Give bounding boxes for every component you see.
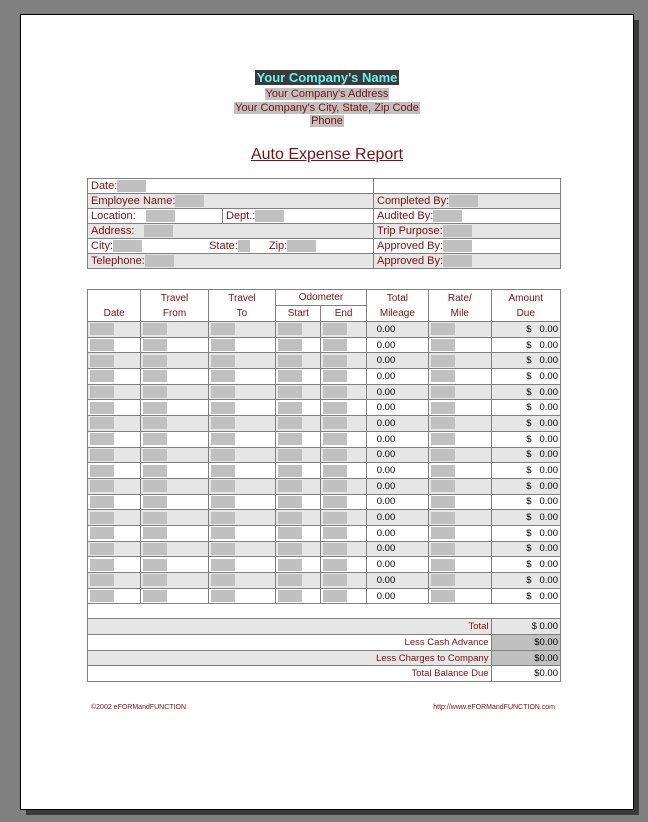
odometer-start-cell[interactable]	[276, 369, 321, 385]
approved-by-field-2[interactable]: Approved By:	[374, 254, 561, 269]
dollar-sign: $	[526, 512, 532, 524]
employee-info-table	[87, 178, 561, 269]
date-cell[interactable]	[88, 431, 141, 447]
mileage-cell: 0.00	[366, 510, 428, 526]
odometer-start-cell[interactable]	[276, 557, 321, 573]
rate-cell[interactable]	[429, 557, 491, 573]
mileage-cell: 0.00	[366, 573, 428, 589]
odometer-end-cell[interactable]	[321, 416, 366, 432]
travel-from-cell[interactable]	[141, 353, 208, 369]
expense-row	[88, 431, 561, 447]
date-cell[interactable]	[88, 447, 141, 463]
col-odometer: Odometer	[276, 290, 367, 306]
rate-cell[interactable]	[429, 494, 491, 510]
odometer-end-cell[interactable]	[321, 494, 366, 510]
odometer-start-cell[interactable]	[276, 588, 321, 604]
company-city-state-zip[interactable]: Your Company's City, State, Zip Code	[235, 102, 419, 114]
location-field[interactable]: Location:	[88, 209, 223, 224]
cash-advance-label: Less Cash Advance	[88, 635, 492, 651]
date-cell[interactable]	[88, 463, 141, 479]
balance-value: $0.00	[491, 666, 560, 682]
travel-from-cell[interactable]	[141, 369, 208, 385]
travel-from-cell[interactable]	[141, 431, 208, 447]
odometer-start-cell[interactable]	[276, 353, 321, 369]
odometer-end-cell[interactable]	[321, 322, 366, 338]
footer-copyright: ©2002 eFORMandFUNCTION	[91, 704, 187, 711]
amount-value: 0.00	[539, 386, 558, 398]
travel-to-cell[interactable]	[208, 384, 275, 400]
odometer-start-cell[interactable]	[276, 400, 321, 416]
odometer-end-cell[interactable]	[321, 353, 366, 369]
rate-cell[interactable]	[429, 322, 491, 338]
odometer-start-cell[interactable]	[276, 384, 321, 400]
date-cell[interactable]	[88, 353, 141, 369]
rate-cell[interactable]	[429, 463, 491, 479]
rate-cell[interactable]	[429, 525, 491, 541]
col-date: Date	[88, 290, 141, 322]
date-cell[interactable]	[88, 494, 141, 510]
amount-value: 0.00	[539, 559, 558, 571]
odometer-end-cell[interactable]	[321, 541, 366, 557]
travel-to-cell[interactable]	[208, 478, 275, 494]
expense-row	[88, 384, 561, 400]
charges-input[interactable]: $0.00	[491, 650, 560, 666]
amount-cell	[491, 400, 560, 416]
travel-from-cell[interactable]	[141, 588, 208, 604]
odometer-end-cell[interactable]	[321, 400, 366, 416]
expense-row	[88, 510, 561, 526]
travel-to-cell[interactable]	[208, 447, 275, 463]
dollar-sign: $	[526, 543, 532, 555]
dollar-sign: $	[526, 527, 532, 539]
amount-cell	[491, 573, 560, 589]
dollar-sign: $	[526, 355, 532, 367]
odometer-start-cell[interactable]	[276, 541, 321, 557]
amount-cell	[491, 541, 560, 557]
dollar-sign: $	[526, 574, 532, 586]
col-amount-due: Amount Due	[491, 290, 560, 322]
amount-value: 0.00	[539, 527, 558, 539]
expense-row	[88, 447, 561, 463]
mileage-cell: 0.00	[366, 369, 428, 385]
amount-cell	[491, 478, 560, 494]
expense-row	[88, 557, 561, 573]
odometer-start-cell[interactable]	[276, 447, 321, 463]
travel-to-cell[interactable]	[208, 369, 275, 385]
amount-value: 0.00	[539, 543, 558, 555]
rate-cell[interactable]	[429, 384, 491, 400]
completed-by-field[interactable]: Completed By:	[374, 194, 561, 209]
telephone-field[interactable]: Telephone:	[88, 254, 374, 269]
travel-to-cell[interactable]	[208, 510, 275, 526]
col-travel-to: Travel To	[208, 290, 275, 322]
odometer-start-cell[interactable]	[276, 573, 321, 589]
travel-from-cell[interactable]	[141, 400, 208, 416]
dollar-sign: $	[526, 433, 532, 445]
travel-from-cell[interactable]	[141, 478, 208, 494]
company-address[interactable]: Your Company's Address	[265, 88, 389, 100]
col-travel-from: Travel From	[141, 290, 208, 322]
dollar-sign: $	[526, 386, 532, 398]
amount-cell	[491, 384, 560, 400]
odometer-start-cell[interactable]	[276, 337, 321, 353]
travel-from-cell[interactable]	[141, 541, 208, 557]
travel-to-cell[interactable]	[208, 337, 275, 353]
amount-value: 0.00	[539, 433, 558, 445]
expense-row	[88, 525, 561, 541]
rate-cell[interactable]	[429, 431, 491, 447]
rate-cell[interactable]	[429, 369, 491, 385]
date-cell[interactable]	[88, 573, 141, 589]
cash-advance-input[interactable]: $0.00	[491, 635, 560, 651]
expense-row	[88, 400, 561, 416]
dollar-sign: $	[526, 417, 532, 429]
dollar-sign: $	[526, 370, 532, 382]
mileage-cell: 0.00	[366, 463, 428, 479]
amount-cell	[491, 416, 560, 432]
expense-row	[88, 573, 561, 589]
odometer-end-cell[interactable]	[321, 337, 366, 353]
expense-row	[88, 588, 561, 604]
amount-value: 0.00	[539, 480, 558, 492]
odometer-end-cell[interactable]	[321, 525, 366, 541]
expense-table	[87, 289, 561, 682]
date-field[interactable]: Date:	[88, 179, 374, 194]
expense-row	[88, 494, 561, 510]
travel-from-cell[interactable]	[141, 384, 208, 400]
amount-cell	[491, 588, 560, 604]
odometer-end-cell[interactable]	[321, 369, 366, 385]
odometer-start-cell[interactable]	[276, 525, 321, 541]
odometer-end-cell[interactable]	[321, 384, 366, 400]
dollar-sign: $	[526, 465, 532, 477]
travel-from-cell[interactable]	[141, 416, 208, 432]
expense-row	[88, 478, 561, 494]
mileage-cell: 0.00	[366, 447, 428, 463]
date-cell[interactable]	[88, 525, 141, 541]
expense-row	[88, 353, 561, 369]
rate-cell[interactable]	[429, 416, 491, 432]
amount-value: 0.00	[539, 339, 558, 351]
travel-from-cell[interactable]	[141, 337, 208, 353]
travel-from-cell[interactable]	[141, 510, 208, 526]
report-page	[20, 14, 634, 810]
rate-cell[interactable]	[429, 478, 491, 494]
odometer-start-cell[interactable]	[276, 510, 321, 526]
amount-value: 0.00	[539, 449, 558, 461]
odometer-start-cell[interactable]	[276, 431, 321, 447]
mileage-cell: 0.00	[366, 525, 428, 541]
travel-from-cell[interactable]	[141, 463, 208, 479]
expense-row	[88, 322, 561, 338]
travel-to-cell[interactable]	[208, 322, 275, 338]
mileage-cell: 0.00	[366, 384, 428, 400]
dept-field[interactable]: Dept.:	[223, 209, 374, 224]
dollar-sign: $	[526, 590, 532, 602]
odometer-end-cell[interactable]	[321, 573, 366, 589]
amount-value: 0.00	[539, 370, 558, 382]
balance-label: Total Balance Due	[88, 666, 492, 682]
travel-to-cell[interactable]	[208, 416, 275, 432]
amount-value: 0.00	[539, 465, 558, 477]
date-cell[interactable]	[88, 322, 141, 338]
rate-cell[interactable]	[429, 400, 491, 416]
rate-cell[interactable]	[429, 337, 491, 353]
travel-from-cell[interactable]	[141, 557, 208, 573]
amount-cell	[491, 337, 560, 353]
travel-from-cell[interactable]	[141, 525, 208, 541]
travel-to-cell[interactable]	[208, 557, 275, 573]
amount-cell	[491, 447, 560, 463]
odometer-start-cell[interactable]	[276, 478, 321, 494]
col-odometer-end: End	[321, 306, 366, 322]
trip-purpose-field[interactable]: Trip Purpose:	[374, 224, 561, 239]
odometer-end-cell[interactable]	[321, 557, 366, 573]
date-cell[interactable]	[88, 369, 141, 385]
date-cell[interactable]	[88, 557, 141, 573]
employee-name-field[interactable]: Employee Name:	[88, 194, 374, 209]
footer-url[interactable]: http://www.eFORMandFUNCTION.com	[433, 704, 555, 711]
amount-cell	[491, 369, 560, 385]
col-odometer-start: Start	[276, 306, 321, 322]
rate-cell[interactable]	[429, 353, 491, 369]
amount-cell	[491, 463, 560, 479]
amount-cell	[491, 353, 560, 369]
company-name[interactable]: Your Company's Name	[256, 70, 398, 85]
dollar-sign: $	[526, 339, 532, 351]
amount-value: 0.00	[539, 512, 558, 524]
address-field[interactable]: Address:	[88, 224, 374, 239]
amount-cell	[491, 557, 560, 573]
odometer-end-cell[interactable]	[321, 431, 366, 447]
travel-to-cell[interactable]	[208, 400, 275, 416]
travel-to-cell[interactable]	[208, 573, 275, 589]
dollar-sign: $	[526, 323, 532, 335]
odometer-start-cell[interactable]	[276, 463, 321, 479]
city-state-zip-fields[interactable]: City: State: Zip:	[88, 239, 374, 254]
amount-cell	[491, 494, 560, 510]
amount-value: 0.00	[539, 402, 558, 414]
expense-row	[88, 541, 561, 557]
dollar-sign: $	[526, 480, 532, 492]
dollar-sign: $	[526, 402, 532, 414]
mileage-cell: 0.00	[366, 557, 428, 573]
mileage-cell: 0.00	[366, 431, 428, 447]
travel-to-cell[interactable]	[208, 525, 275, 541]
mileage-cell: 0.00	[366, 588, 428, 604]
date-cell[interactable]	[88, 588, 141, 604]
travel-to-cell[interactable]	[208, 353, 275, 369]
mileage-cell: 0.00	[366, 322, 428, 338]
col-rate-mile: Rate/ Mile	[429, 290, 491, 322]
odometer-end-cell[interactable]	[321, 447, 366, 463]
amount-cell	[491, 322, 560, 338]
amount-value: 0.00	[539, 590, 558, 602]
date-cell[interactable]	[88, 510, 141, 526]
total-label: Total	[88, 619, 492, 635]
odometer-end-cell[interactable]	[321, 588, 366, 604]
date-cell[interactable]	[88, 384, 141, 400]
total-value: $ 0.00	[491, 619, 560, 635]
amount-cell	[491, 431, 560, 447]
odometer-start-cell[interactable]	[276, 416, 321, 432]
report-title: Auto Expense Report	[250, 146, 404, 163]
mileage-cell: 0.00	[366, 353, 428, 369]
date-cell[interactable]	[88, 478, 141, 494]
travel-to-cell[interactable]	[208, 431, 275, 447]
odometer-start-cell[interactable]	[276, 322, 321, 338]
rate-cell[interactable]	[429, 588, 491, 604]
rate-cell[interactable]	[429, 573, 491, 589]
amount-cell	[491, 525, 560, 541]
travel-to-cell[interactable]	[208, 463, 275, 479]
date-cell[interactable]	[88, 337, 141, 353]
odometer-end-cell[interactable]	[321, 478, 366, 494]
odometer-end-cell[interactable]	[321, 510, 366, 526]
travel-from-cell[interactable]	[141, 494, 208, 510]
odometer-end-cell[interactable]	[321, 463, 366, 479]
travel-from-cell[interactable]	[141, 322, 208, 338]
approved-by-field-1[interactable]: Approved By:	[374, 239, 561, 254]
mileage-cell: 0.00	[366, 400, 428, 416]
odometer-start-cell[interactable]	[276, 494, 321, 510]
col-total-mileage: Total Mileage	[366, 290, 428, 322]
travel-to-cell[interactable]	[208, 588, 275, 604]
travel-to-cell[interactable]	[208, 494, 275, 510]
expense-row	[88, 337, 561, 353]
expense-row	[88, 369, 561, 385]
dollar-sign: $	[526, 449, 532, 461]
expense-row	[88, 463, 561, 479]
charges-label: Less Charges to Company	[88, 650, 492, 666]
expense-row	[88, 416, 561, 432]
amount-value: 0.00	[539, 417, 558, 429]
travel-from-cell[interactable]	[141, 573, 208, 589]
rate-cell[interactable]	[429, 541, 491, 557]
rate-cell[interactable]	[429, 447, 491, 463]
dollar-sign: $	[526, 496, 532, 508]
amount-value: 0.00	[539, 355, 558, 367]
mileage-cell: 0.00	[366, 478, 428, 494]
amount-value: 0.00	[539, 574, 558, 586]
rate-cell[interactable]	[429, 510, 491, 526]
dollar-sign: $	[526, 559, 532, 571]
mileage-cell: 0.00	[366, 337, 428, 353]
travel-from-cell[interactable]	[141, 447, 208, 463]
travel-to-cell[interactable]	[208, 541, 275, 557]
mileage-cell: 0.00	[366, 494, 428, 510]
amount-value: 0.00	[539, 323, 558, 335]
date-cell[interactable]	[88, 416, 141, 432]
company-phone[interactable]: Phone	[311, 115, 343, 127]
amount-value: 0.00	[539, 496, 558, 508]
mileage-cell: 0.00	[366, 541, 428, 557]
date-cell[interactable]	[88, 400, 141, 416]
amount-cell	[491, 510, 560, 526]
audited-by-field[interactable]: Audited By:	[374, 209, 561, 224]
mileage-cell: 0.00	[366, 416, 428, 432]
date-cell[interactable]	[88, 541, 141, 557]
